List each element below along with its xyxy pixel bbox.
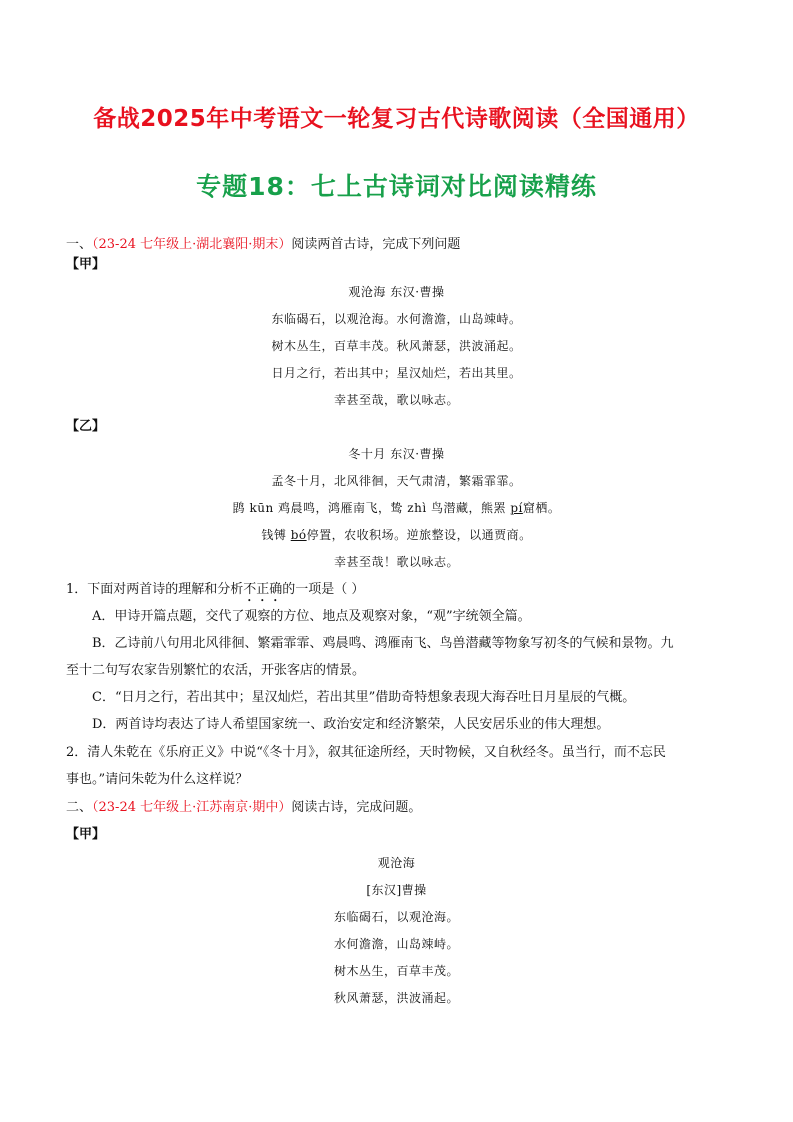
emphasized-text: 不正确 xyxy=(243,582,283,597)
poem-yi-line: 孟冬十月，北风徘徊，天气肃清，繁霜霏霏。 xyxy=(271,474,522,488)
poem-yi-title: 冬十月 东汉·曹操 xyxy=(348,447,445,461)
poem-yi-line xyxy=(0,526,793,544)
question-1-stem-start: 1．下面对两首诗的理解和分析 xyxy=(66,582,244,597)
section1-source: （23-24 七年级上·湖北襄阳·期末） xyxy=(92,237,292,252)
pinyin-bo: bó xyxy=(290,528,307,542)
document-subtitle: 专题18：七上古诗词对比阅读精练 xyxy=(196,172,597,201)
poem-yi-line xyxy=(0,499,793,517)
poem-yi-line3-start: 钱镈 xyxy=(261,528,291,542)
section2-source: （23-24 七年级上·江苏南京·期中） xyxy=(92,800,292,815)
poem2-title: 观沧海 xyxy=(377,856,416,870)
question-1-stem-end: 的一项是（ ） xyxy=(282,582,365,597)
option-b: B．乙诗前八句用北风徘徊、繁霜霏霏、鸡晨鸣、鸿雁南飞、鸟兽潜藏等物象写初冬的气候和景物。九 xyxy=(92,636,674,651)
question-2-line: 事也。”请问朱乾为什么这样说？ xyxy=(66,772,249,787)
section2-label-jia: 【甲】 xyxy=(66,827,106,842)
poem-jia-line: 幸甚至哉，歌以咏志。 xyxy=(333,393,459,407)
poem-yi-line: 幸甚至哉！歌以咏志。 xyxy=(333,555,459,569)
pinyin-pi: pí xyxy=(510,501,523,515)
poem-jia-title: 观沧海 东汉·曹操 xyxy=(348,285,445,299)
section2-heading xyxy=(66,799,421,817)
option-b-continued: 至十二句写农家告别繁忙的农活，开张客店的情景。 xyxy=(66,663,366,678)
section2-instruction: 阅读古诗，完成问题。 xyxy=(291,800,422,815)
poem-yi-line3-end: 停置，农收积场。逆旅整设，以通贾商。 xyxy=(306,528,532,542)
poem2-author: [东汉]曹操 xyxy=(366,883,427,897)
poem2-line: 水何澹澹，山岛竦峙。 xyxy=(333,937,459,951)
poem-jia-line: 树木丛生，百草丰茂。秋风萧瑟，洪波涌起。 xyxy=(271,339,522,353)
document-title: 备战2025年中考语文一轮复习古代诗歌阅读（全国通用） xyxy=(93,106,700,132)
poem-jia-line: 日月之行，若出其中；星汉灿烂，若出其里。 xyxy=(271,366,522,380)
section1-instruction: 阅读两首古诗，完成下列问题 xyxy=(291,237,461,252)
section1-heading xyxy=(66,236,460,254)
section1-label-jia: 【甲】 xyxy=(66,257,106,272)
option-a: A．甲诗开篇点题，交代了观察的方位、地点及观察对象，“观”字统领全篇。 xyxy=(92,609,531,624)
poem-jia-line: 东临碣石，以观沧海。水何澹澹，山岛竦峙。 xyxy=(271,312,522,326)
section1-label-yi: 【乙】 xyxy=(66,419,106,434)
poem2-line: 东临碣石，以观沧海。 xyxy=(333,910,459,924)
question-1-stem xyxy=(66,581,364,605)
poem-yi-line2-start: 鹍 kūn 鸡晨鸣，鸿雁南飞，鸷 zhì 鸟潜藏，熊罴 xyxy=(232,501,511,515)
option-c: C．“日月之行，若出其中；星汉灿烂，若出其里”借助奇特想象表现大海吞吐日月星辰的气概。 xyxy=(92,690,636,705)
section1-number: 一、 xyxy=(66,237,93,252)
option-d: D．两首诗均表达了诗人希望国家统一、政治安定和经济繁荣，人民安居乐业的伟大理想。 xyxy=(92,717,610,732)
question-2-line: 2．清人朱乾在《乐府正义》中说“《冬十月》，叙其征途所经，天时物候，又自秋经冬。虽当行，而不忘民 xyxy=(66,745,666,760)
poem-yi-line2-end: 窟栖。 xyxy=(522,501,561,515)
section2-number: 二、 xyxy=(66,800,93,815)
poem2-line: 秋风萧瑟，洪波涌起。 xyxy=(333,991,459,1005)
poem2-line: 树木丛生，百草丰茂。 xyxy=(333,964,459,978)
